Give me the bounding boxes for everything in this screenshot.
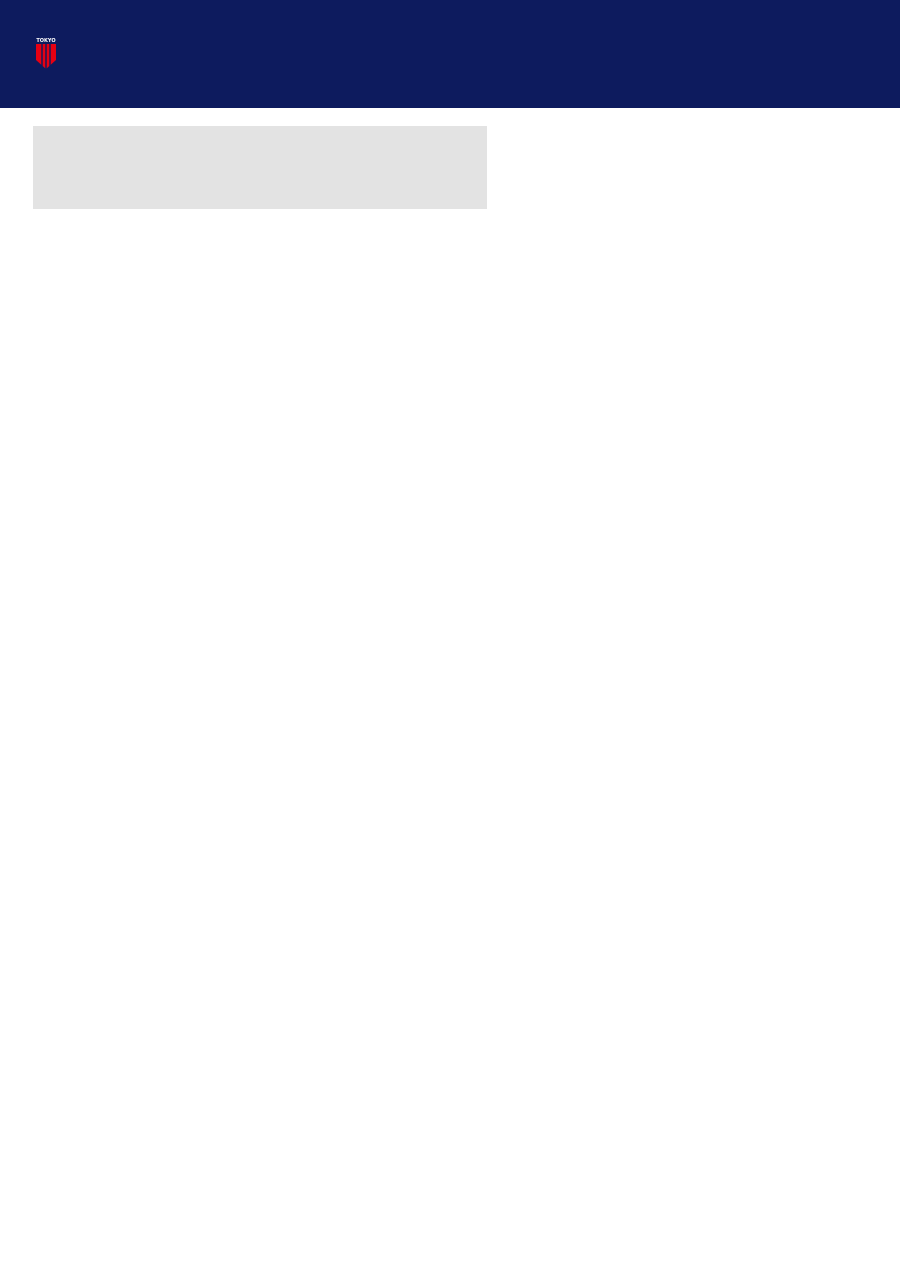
- course-label: [33, 126, 487, 209]
- club-crest-icon: [34, 36, 58, 70]
- club-logo: [34, 36, 64, 70]
- club-name: TOKYO: [36, 38, 56, 44]
- header: [0, 0, 900, 108]
